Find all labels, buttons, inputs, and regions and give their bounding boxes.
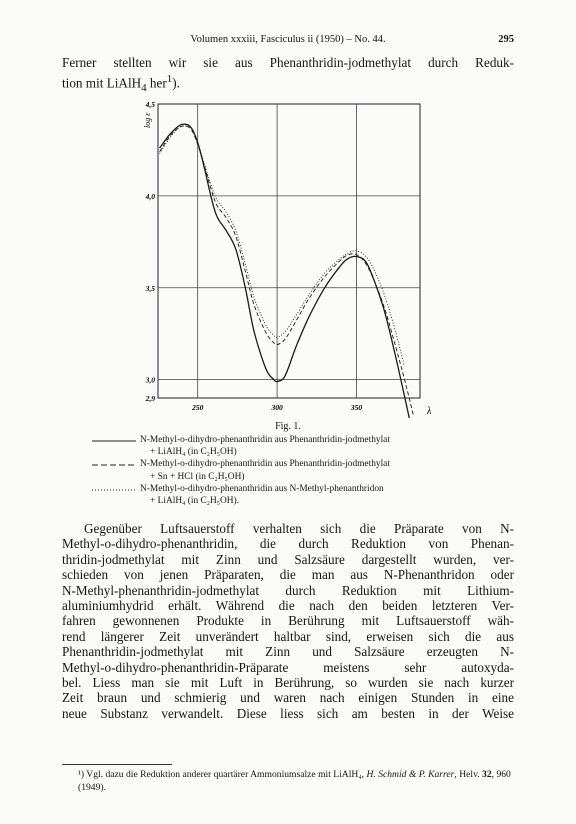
figure-caption: Fig. 1. <box>275 421 301 432</box>
body-line: fahren gewonnenen Produkte in Berührung mit Luftsauerstoff wäh- <box>62 613 514 629</box>
x-tick-label: 250 <box>192 403 204 412</box>
legend-swatch-solid <box>92 434 140 458</box>
y-tick-labels <box>145 100 156 403</box>
body-line: bel. Liess man sie mit Luft in Berührung, so wurden sie nach kurzer <box>62 675 514 691</box>
body-line: Phenanthridin-jodmethylat mit Zinn und Salzsäure erzeugten N- <box>62 644 514 660</box>
body-line: thridin-jodmethylat mit Zinn und Salzsäure dargestellt wurden, ver- <box>62 551 514 567</box>
intro-paragraph <box>62 54 514 97</box>
legend-swatch-dashed <box>92 458 140 482</box>
body-paragraph <box>62 521 514 721</box>
legend-text: N-Methyl-o-dihydro-phenanthridin aus Phenanthridin-jodmethylat <box>140 435 390 445</box>
x-tick-label: 350 <box>350 403 363 412</box>
y-tick-label: 3,0 <box>145 375 155 385</box>
body-line: neue Substanz verwandelt. Diese liess sich am besten in der Weise <box>62 705 514 721</box>
legend-text: N-Methyl-o-dihydro-phenanthridin aus N-Methyl-phenanthridon <box>140 483 384 494</box>
legend-item-solid <box>92 434 522 458</box>
legend-swatch-dotted <box>92 483 140 507</box>
intro-line-2: tion mit LiAlH$_4$ her$^1$). <box>62 73 180 95</box>
chart-grid <box>158 104 420 398</box>
figure-legend <box>92 434 522 507</box>
legend-item-dashed <box>92 458 522 482</box>
y-tick-label: 4,0 <box>145 191 155 201</box>
intro-line-1: Ferner stellten wir sie aus Phenanthridin-jodmethylat durch Reduk- <box>62 55 514 70</box>
x-axis-label: λ <box>427 406 432 417</box>
y-axis-label: log ε <box>143 112 152 128</box>
legend-item-dotted <box>92 483 522 507</box>
body-line: schieden von jenen Präparaten, die man aus N-Phenanthridon oder <box>62 567 514 583</box>
footnote-authors: H. Schmid & P. Karrer <box>366 769 455 780</box>
body-line: N-Methyl-phenanthridin-jodmethylat durch Reduktion mit Lithium- <box>62 582 514 598</box>
footnote-rule <box>62 764 172 765</box>
legend-text-cont: + Sn + HCl (in C₂H₅OH) <box>150 471 245 482</box>
body-line: rend längerer Zeit unverändert haltbar sind, erweisen sich die aus <box>62 628 514 644</box>
footnote-marker: ¹) <box>78 769 85 780</box>
body-line: Methyl-o-dihydro-phenanthridin-Präparate meistens sehr autoxyda- <box>62 659 514 675</box>
x-tick-labels <box>191 403 362 412</box>
legend-text: N-Methyl-o-dihydro-phenanthridin aus Phenanthridin-jodmethylat <box>140 459 390 470</box>
footnote-volume: 32 <box>482 769 492 780</box>
running-header <box>62 34 514 50</box>
body-line: Zeit braun und schmierig und waren nach einigen Stunden in eine <box>62 690 514 706</box>
legend-text-cont: + LiAlH₄ (in C₂H₅OH) <box>150 447 237 458</box>
page-number: 295 <box>498 34 514 45</box>
absorption-spectrum-chart <box>138 100 438 418</box>
running-title: Volumen xxxiii, Fasciculus ii (1950) – No. 44. <box>190 34 386 45</box>
x-tick-label: 300 <box>271 403 283 412</box>
y-tick-label: 2,9 <box>145 394 155 403</box>
y-tick-label: 4,5 <box>145 100 155 109</box>
body-line: Methyl-o-dihydro-phenanthridin, die durch Reduktion von Phenan- <box>62 536 514 552</box>
series-line-dotted <box>160 126 405 365</box>
y-tick-label: 3,5 <box>145 283 155 293</box>
body-line: aluminiumhydrid erhält. Während die nach den beiden letzteren Ver- <box>62 598 514 614</box>
footnote: ¹) Vgl. dazu die Reduktion anderer quartärer Ammoniumsalze mit LiAlH₄, H. Schmid & P. Karrer, Helv. 32, 960 (1949). <box>78 769 511 793</box>
legend-text-cont: + LiAlH₄ (in C₂H₅OH). <box>150 496 240 507</box>
body-line: Gegenüber Luftsauerstoff verhalten sich die Präparate von N- <box>84 521 514 536</box>
